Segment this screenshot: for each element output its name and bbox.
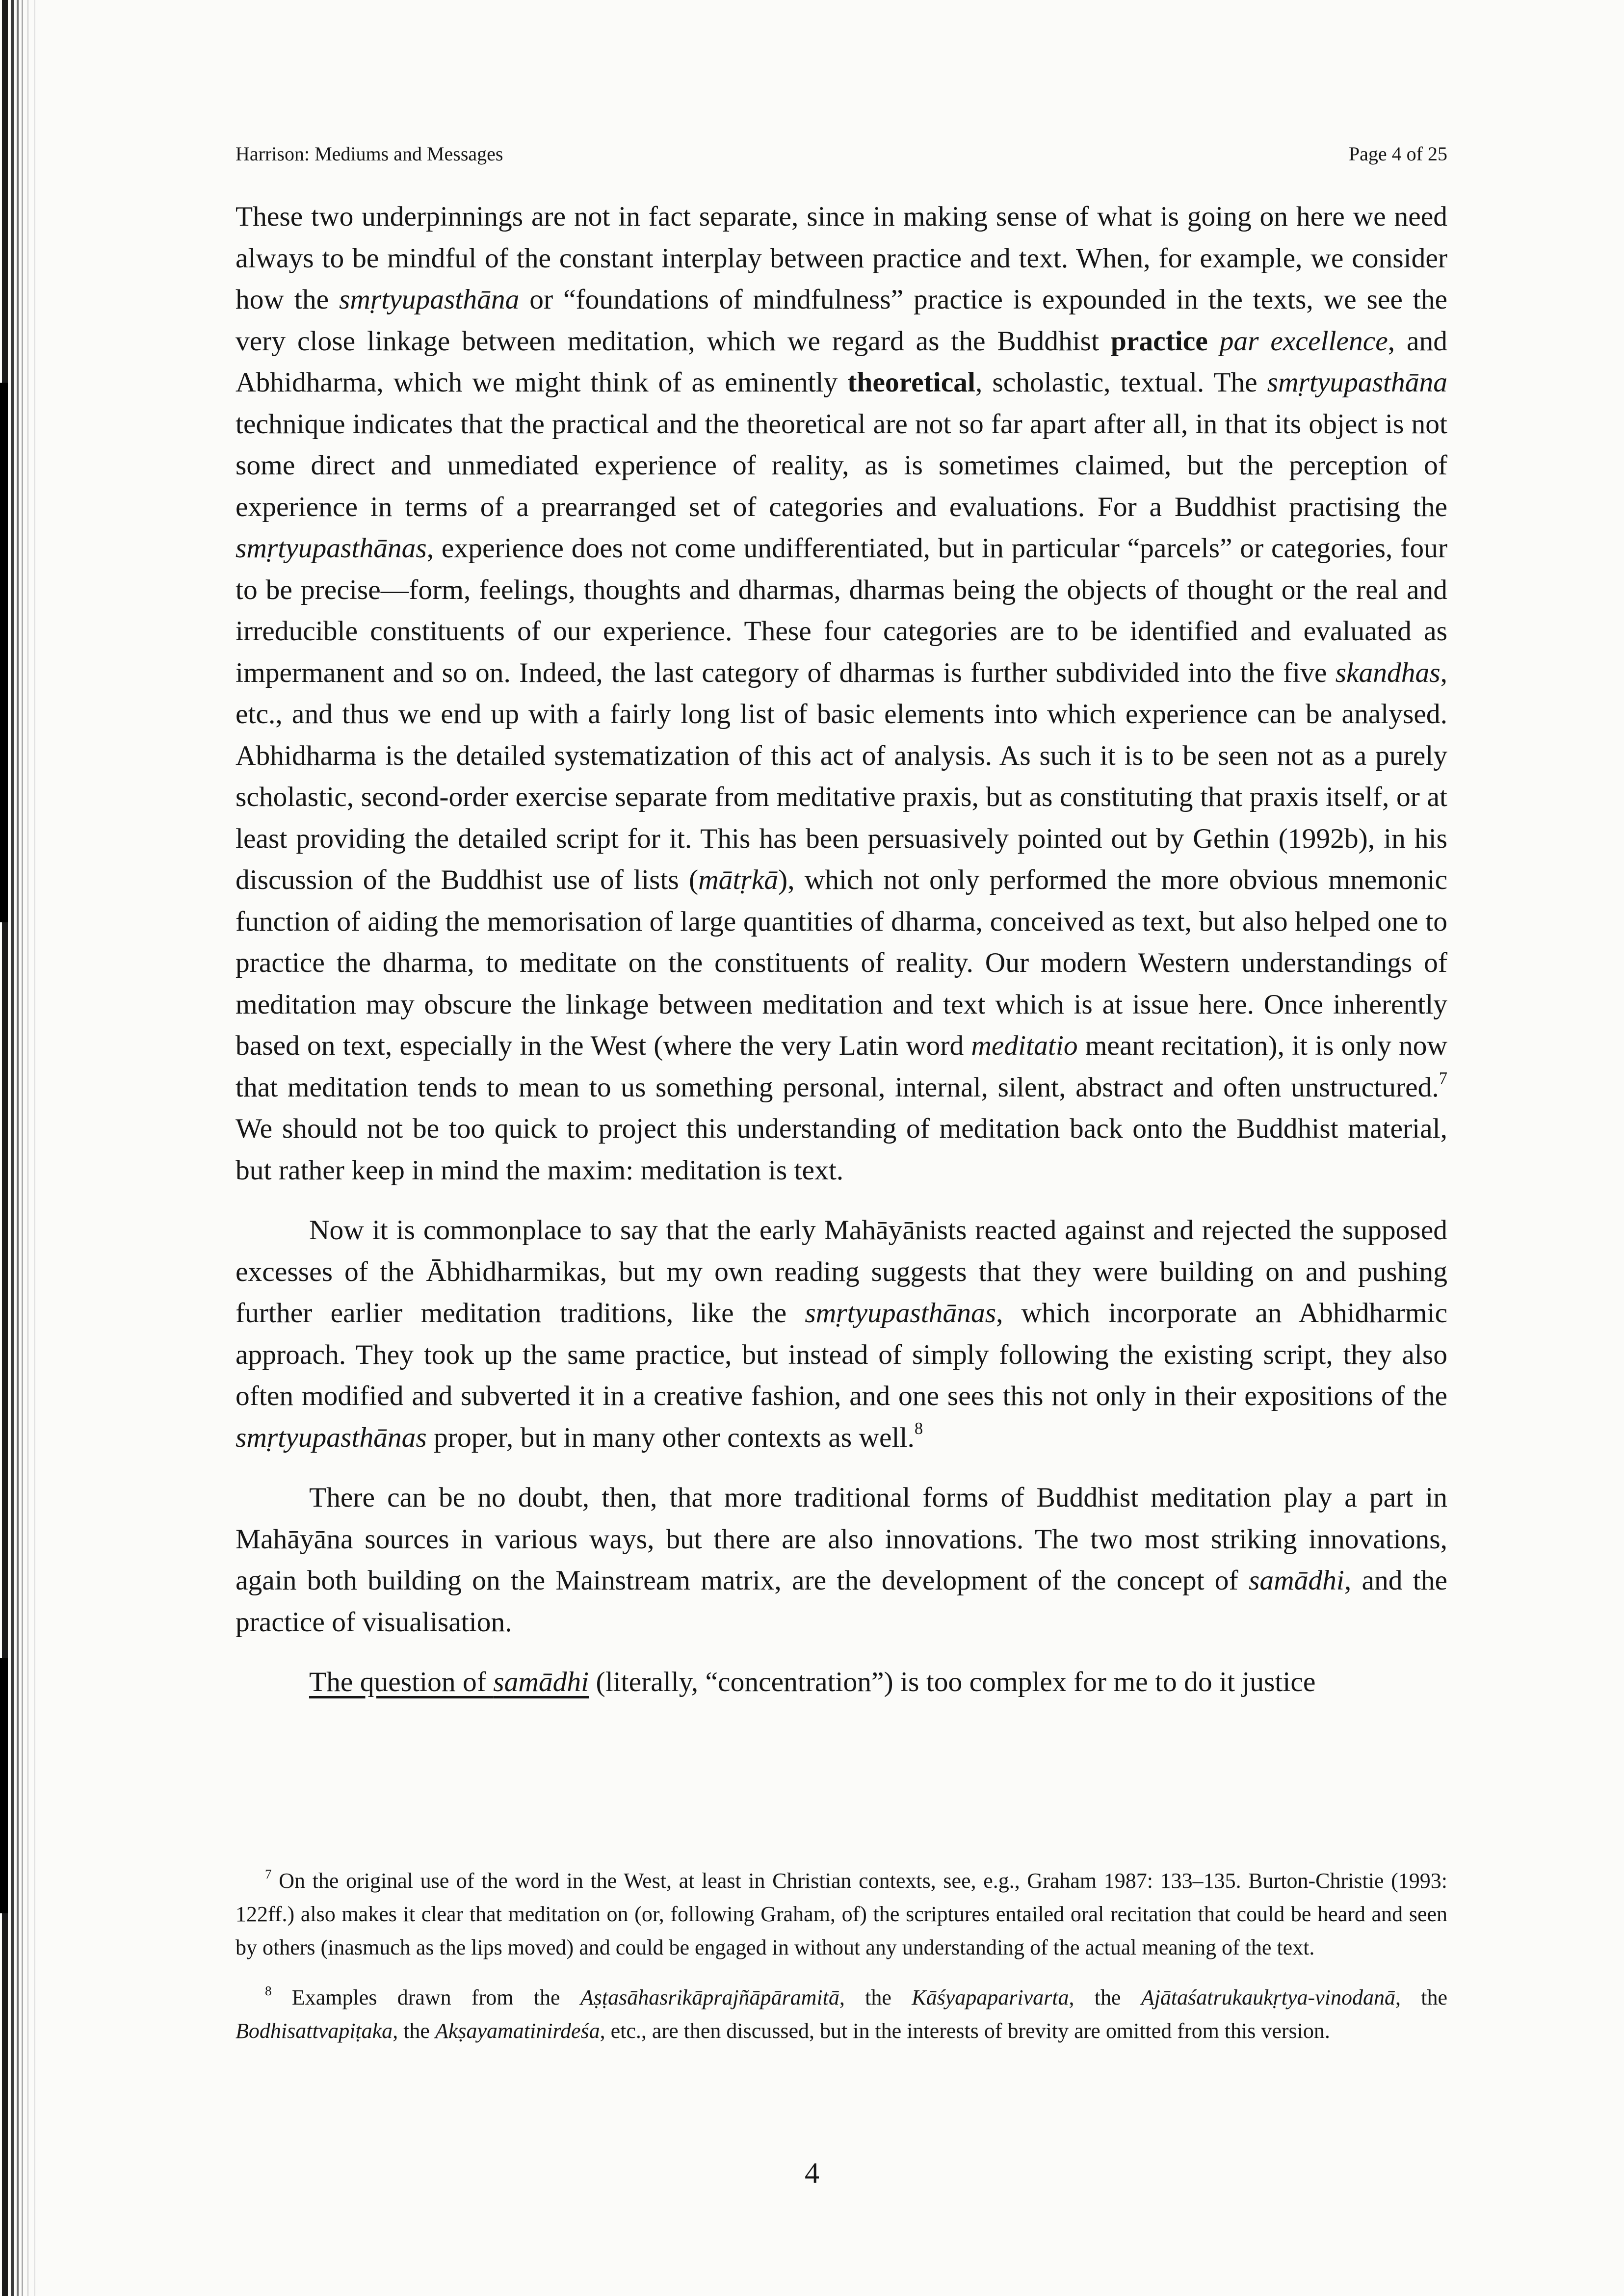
italic-term: meditatio	[971, 1030, 1078, 1061]
italic-term: Akṣayamatinirdeśa	[435, 2019, 600, 2043]
text-run: proper, but in many other contexts as well.	[426, 1422, 915, 1453]
text-run: , experience does not come undifferentiated, but in particular “parcels” or categories, four to be precise—form, feelings, thoughts and dharmas, dharmas being the objects of thought or the real and irreducible constituents of our experience. These four categories are to be identified and evaluated as impermanent and so on. Indeed, the last category of dharmas is further subdivided into the five	[236, 533, 1447, 688]
text-run: , and Abhidharma, which we might think of as eminently	[236, 325, 1447, 398]
italic-term: skandhas	[1335, 657, 1441, 688]
text-run: These two underpinnings are not in fact separate, since in making sense of what is going on here we need always to be mindful of the constant interplay between practice and text. When, for example, we consider how the	[236, 201, 1447, 315]
text-run: , scholastic, textual. The	[975, 367, 1267, 398]
scan-binding-edge	[0, 0, 54, 2296]
page-label: Page 4 of 25	[1348, 143, 1447, 165]
text-run: , the	[393, 2019, 435, 2043]
footnotes	[236, 1864, 1447, 2064]
italic-term: smṛtyupasthānas	[805, 1298, 996, 1329]
italic-term: Bodhisattvapiṭaka	[236, 2019, 393, 2043]
italic-term: samādhi	[493, 1667, 589, 1697]
footnote-ref-8[interactable]: 8	[914, 1419, 923, 1438]
text-run: , etc., and thus we end up with a fairly long list of basic elements into which experience can be analysed. Abhidharma is the detailed systematization of this act of analysis. As such it is to be seen not as a purely scholastic, second-order exercise separate from meditative praxis, but as constituting that praxis itself, or at least providing the detailed script for it. This has been persuasively pointed out by Gethin (1992b), in his discussion of the Buddhist use of lists (	[236, 657, 1447, 895]
text-run: Examples drawn from the	[271, 1985, 580, 2009]
text-run: The question of	[309, 1667, 494, 1697]
italic-term: Aṣṭasāhasrikāprajñāpāramitā	[580, 1985, 839, 2009]
italic-term: smṛtyupasthānas	[236, 1422, 427, 1453]
bold-term: theoretical	[847, 367, 976, 398]
italic-term: mātṛkā	[698, 864, 779, 895]
footnote-number: 8	[265, 1983, 272, 1998]
text-run: , the	[1395, 1985, 1447, 2009]
running-title: Harrison: Mediums and Messages	[236, 143, 503, 165]
footnote-text: On the original use of the word in the West, at least in Christian contexts, see, e.g., Graham 1987: 133–135. Burton-Christie (1993: 122ff.) also makes it clear that meditation on (or, following Graham, of) the scriptures entailed oral recitation that could be heard and seen by others (inasmuch as the lips moved) and could be engaged in without any understanding of the actual meaning of the text.	[236, 1869, 1447, 1959]
paragraph-2	[236, 1210, 1447, 1459]
text-run: Now it is commonplace to say that the early Mahāyānists reacted against and rejected the supposed excesses of the Ābhidharmikas, but my own reading suggests that they were building on and pushing further earlier meditation traditions, like the	[236, 1215, 1447, 1329]
italic-term: smṛtyupasthānas	[236, 533, 427, 564]
text-run: , the	[1069, 1985, 1141, 2009]
footnote-ref-7[interactable]: 7	[1439, 1069, 1447, 1088]
text-run: (literally, “concentration”) is too complex for me to do it justice	[589, 1667, 1316, 1697]
text-run: , the	[839, 1985, 912, 2009]
footnote-number: 7	[265, 1866, 272, 1881]
italic-term: smṛtyupasthāna	[339, 284, 520, 315]
page-number: 4	[805, 2157, 819, 2189]
footnote-7	[236, 1864, 1447, 1964]
italic-term: samādhi	[1248, 1565, 1344, 1596]
text-run: ), which not only performed the more obvious mnemonic function of aiding the memorisation of large quantities of dharma, conceived as text, but also helped one to practice the dharma, to meditate on the constituents of reality. Our modern Western understandings of meditation may obscure the linkage between meditation and text which is at issue here. Once inherently based on text, especially in the West (where the very Latin word	[236, 864, 1447, 1061]
italic-term: smṛtyupasthāna	[1267, 367, 1447, 398]
italic-term: Ajātaśatrukaukṛtya-vinodanā	[1141, 1985, 1395, 2009]
bold-term: practice	[1110, 325, 1208, 357]
body-text	[236, 196, 1447, 1703]
footnote-8	[236, 1981, 1447, 2048]
paragraph-1	[236, 196, 1447, 1191]
text-run: , which incorporate an Abhidharmic approach. They took up the same practice, but instead of simply following the existing script, they also often modified and subverted it in a creative fashion, and one sees this not only in their expositions of the	[236, 1298, 1447, 1411]
italic-term: Kāśyapaparivarta	[912, 1985, 1069, 2009]
text-run: , and the practice of visualisation.	[236, 1565, 1447, 1638]
text-run: meant recitation), it is only now that meditation tends to mean to us something personal, internal, silent, abstract and often unstructured.	[236, 1030, 1447, 1103]
text-run: or “foundations of mindfulness” practice is expounded in the texts, we see the very close linkage between meditation, which we regard as the Buddhist	[236, 284, 1447, 357]
text-run: , etc., are then discussed, but in the interests of brevity are omitted from this version.	[600, 2019, 1330, 2043]
paragraph-3	[236, 1477, 1447, 1643]
text-run: We should not be too quick to project this understanding of meditation back onto the Buddhist material, but rather keep in mind the maxim: meditation is text.	[236, 1113, 1447, 1186]
underlined-run	[309, 1667, 589, 1697]
text-run: There can be no doubt, then, that more traditional forms of Buddhist meditation play a part in Mahāyāna sources in various ways, but there are also innovations. The two most striking innovations, again both building on the Mainstream matrix, are the development of the concept of	[236, 1482, 1447, 1596]
page-header	[236, 142, 1447, 172]
paragraph-4	[236, 1662, 1447, 1703]
text-run	[1208, 326, 1220, 357]
italic-term: par excellence	[1219, 325, 1388, 357]
text-run: technique indicates that the practical and the theoretical are not so far apart after all, in that its object is not some direct and unmediated experience of reality, as is sometimes claimed, but the perception of experience in terms of a prearranged set of categories and evaluations. For a Buddhist practising the	[236, 408, 1447, 522]
